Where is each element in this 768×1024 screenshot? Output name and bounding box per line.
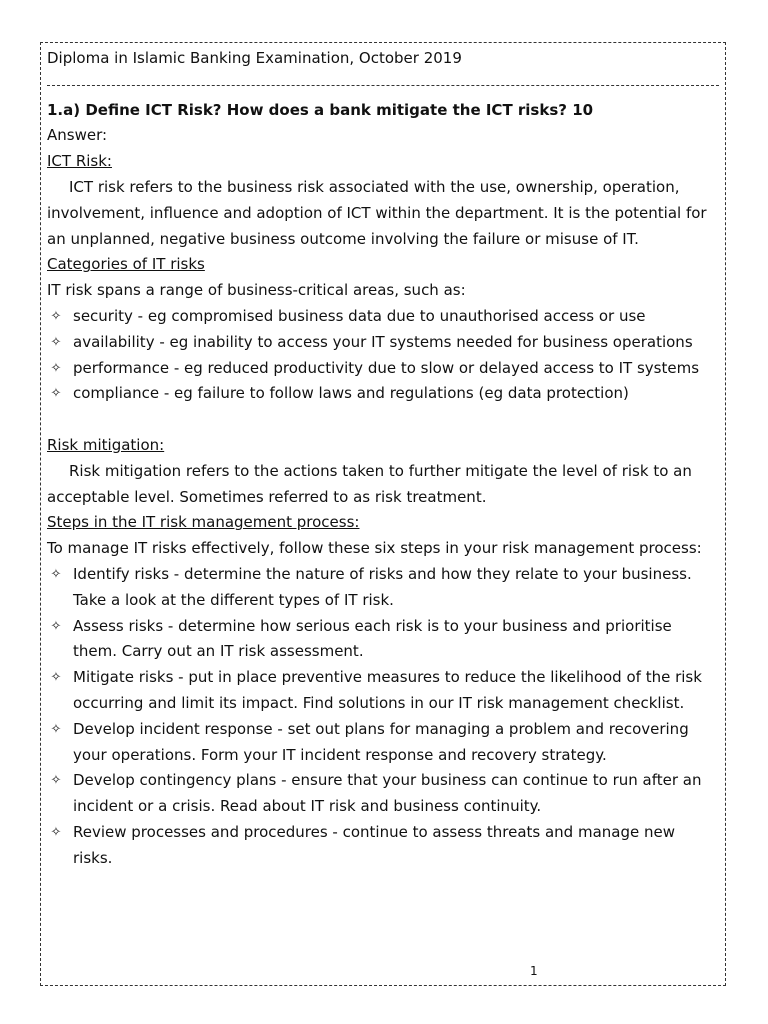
diamond-bullet-icon: ✧ [50, 721, 62, 737]
diamond-bullet-icon: ✧ [50, 773, 62, 789]
header-divider [47, 72, 719, 98]
step-text: Identify risks - determine the nature of risks and how they relate to your business. Take a look at the different types of IT risk. [73, 564, 692, 609]
list-item [47, 330, 719, 356]
spacer [47, 407, 719, 433]
diamond-bullet-icon: ✧ [50, 618, 62, 634]
step-text: Review processes and procedures - continue to assess threats and manage new risks. [73, 822, 675, 867]
list-item [47, 562, 719, 614]
category-text: performance - eg reduced productivity due to slow or delayed access to IT systems [73, 358, 700, 377]
steps-intro: To manage IT risks effectively, follow these six steps in your risk management process: [47, 539, 702, 558]
list-item [47, 356, 719, 382]
question-title: 1.a) Define ICT Risk? How does a bank mitigate the ICT risks? 10 [47, 100, 594, 119]
diamond-bullet-icon: ✧ [50, 308, 62, 324]
list-item [47, 614, 719, 666]
answer-label: Answer: [47, 126, 108, 145]
diamond-bullet-icon: ✧ [50, 824, 62, 840]
step-text: Develop incident response - set out plans for managing a problem and recovering your operations. Form your IT incident response and recovery strategy. [73, 719, 689, 764]
ict-risk-definition: ICT risk refers to the business risk associated with the use, ownership, operation, involvement, influence and adoption of ICT within the department. It is the potential for an unplanned, negative business outcome involving the failure or misuse of IT. [47, 177, 707, 248]
category-text: availability - eg inability to access your IT systems needed for business operations [73, 332, 693, 351]
steps-list [47, 562, 719, 872]
document-header: Diploma in Islamic Banking Examination, October 2019 [47, 49, 462, 67]
list-item [47, 665, 719, 717]
diamond-bullet-icon: ✧ [50, 386, 62, 402]
step-text: Develop contingency plans - ensure that your business can continue to run after an incident or a crisis. Read about IT risk and business continuity. [73, 771, 702, 816]
category-text: compliance - eg failure to follow laws and regulations (eg data protection) [73, 384, 629, 403]
list-item [47, 381, 719, 407]
categories-heading: Categories of IT risks [47, 255, 205, 274]
diamond-bullet-icon: ✧ [50, 334, 62, 350]
ict-risk-heading: ICT Risk: [47, 152, 112, 171]
page-number: 1 [530, 964, 538, 978]
list-item [47, 820, 719, 872]
step-text: Assess risks - determine how serious each risk is to your business and prioritise them. Carry out an IT risk assessment. [73, 616, 672, 661]
diamond-bullet-icon: ✧ [50, 670, 62, 686]
list-item [47, 768, 719, 820]
risk-mitigation-heading: Risk mitigation: [47, 435, 165, 454]
list-item [47, 717, 719, 769]
diamond-bullet-icon: ✧ [50, 566, 62, 582]
category-text: security - eg compromised business data due to unauthorised access or use [73, 306, 646, 325]
categories-intro: IT risk spans a range of business-critical areas, such as: [47, 281, 466, 300]
document-body [47, 46, 719, 872]
diamond-bullet-icon: ✧ [50, 360, 62, 376]
steps-heading: Steps in the IT risk management process: [47, 513, 360, 532]
risk-mitigation-definition: Risk mitigation refers to the actions taken to further mitigate the level of risk to an acceptable level. Sometimes referred to as risk treatment. [47, 461, 692, 506]
categories-list [47, 304, 719, 407]
step-text: Mitigate risks - put in place preventive measures to reduce the likelihood of the risk occurring and limit its impact. Find solutions in our IT risk management checklist. [73, 668, 702, 712]
list-item [47, 304, 719, 330]
